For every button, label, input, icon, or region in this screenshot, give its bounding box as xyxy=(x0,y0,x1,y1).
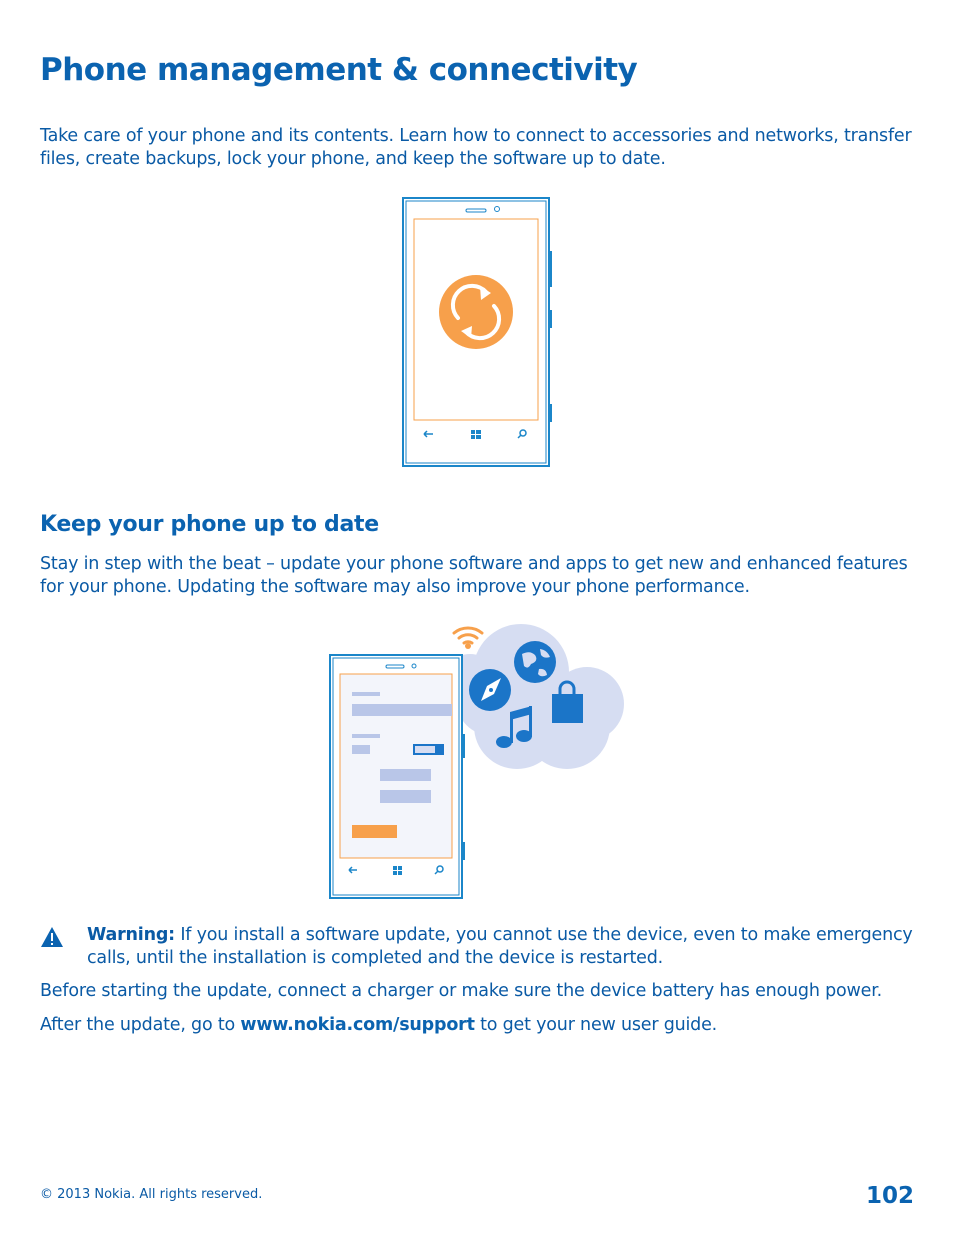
page-number: 102 xyxy=(865,1183,914,1209)
user-guide-text-after: to get your new user guide. xyxy=(474,1015,718,1035)
sync-icon xyxy=(439,275,513,349)
section-heading: Keep your phone up to date xyxy=(40,512,379,537)
warning-triangle-icon xyxy=(40,926,64,948)
phone-outline-icon xyxy=(330,655,465,898)
section-paragraph: Stay in step with the beat – update your phone software and apps to get new and enhanced features for your phone. Updating the software may also improve your phone performance. xyxy=(40,554,908,597)
wifi-dot xyxy=(465,643,471,649)
copyright-footer: © 2013 Nokia. All rights reserved. xyxy=(40,1187,263,1202)
user-guide-text-before: After the update, go to xyxy=(40,1015,241,1035)
warning-label: Warning: xyxy=(87,925,175,945)
battery-note: Before starting the update, connect a charger or make sure the device battery has enough power. xyxy=(40,981,882,1001)
user-guide-note xyxy=(40,1014,920,1037)
compass-icon xyxy=(469,669,511,711)
wifi-icon xyxy=(454,628,482,643)
intro-paragraph: Take care of your phone and its contents. Learn how to connect to accessories and networks, transfer files, create backups, lock your phone, and keep the software up to date. xyxy=(40,126,912,169)
globe-icon xyxy=(514,641,556,683)
support-link[interactable]: www.nokia.com/support xyxy=(240,1015,475,1035)
warning-text: If you install a software update, you cannot use the device, even to make emergency calls, until the installation is completed and the device is restarted. xyxy=(87,925,913,968)
phone-sync-illustration xyxy=(400,196,554,470)
page-title: Phone management & connectivity xyxy=(40,52,638,88)
warning-paragraph xyxy=(87,924,927,970)
phone-cloud-illustration xyxy=(325,614,629,904)
